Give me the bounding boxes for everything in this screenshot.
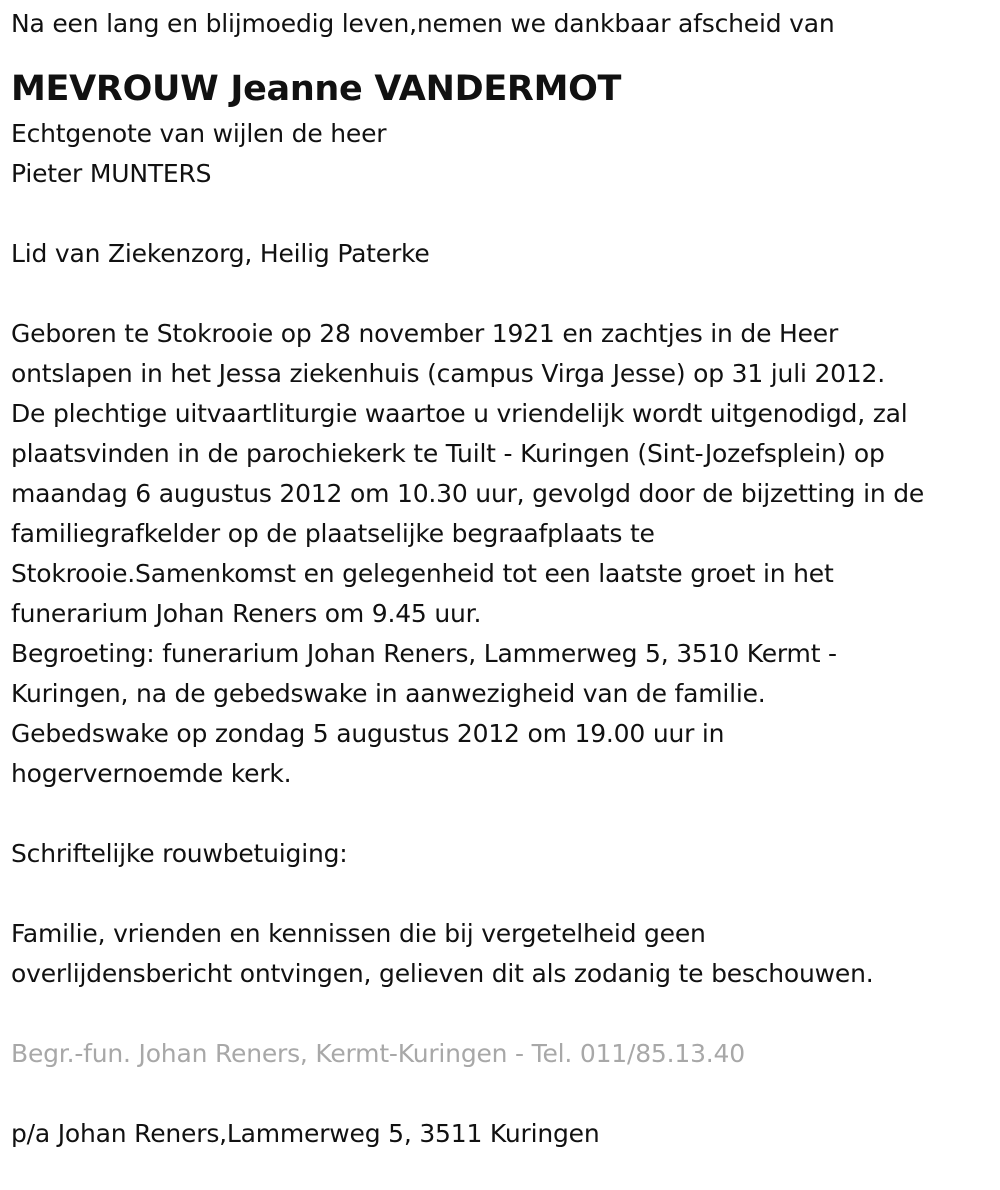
spacer [11, 994, 989, 1034]
spouse-line-1: Echtgenote van wijlen de heer [11, 119, 387, 148]
body-line: Begroeting: funerarium Johan Reners, Lammerweg 5, 3510 Kermt - [11, 639, 837, 668]
spacer [11, 194, 989, 234]
membership: Lid van Ziekenzorg, Heilig Paterke [11, 239, 430, 268]
body-line: ontslapen in het Jessa ziekenhuis (campus Virga Jesse) op 31 juli 2012. [11, 359, 886, 388]
body-line: hogervernoemde kerk. [11, 759, 292, 788]
notice-line: Familie, vrienden en kennissen die bij vergetelheid geen [11, 919, 706, 948]
notice-line: overlijdensbericht ontvingen, gelieven dit als zodanig te beschouwen. [11, 959, 874, 988]
body-line: De plechtige uitvaartliturgie waartoe u vriendelijk wordt uitgenodigd, zal [11, 399, 908, 428]
body-line: Geboren te Stokrooie op 28 november 1921 en zachtjes in de Heer [11, 319, 839, 348]
body-line: Gebedswake op zondag 5 augustus 2012 om 19.00 uur in [11, 719, 725, 748]
intro-text: Na een lang en blijmoedig leven,nemen we dankbaar afscheid van [11, 9, 835, 38]
body-line: funerarium Johan Reners om 9.45 uur. [11, 599, 482, 628]
spouse-line-2: Pieter MUNTERS [11, 159, 212, 188]
funeral-home-info: Begr.-fun. Johan Reners, Kermt-Kuringen - Tel. 011/85.13.40 [11, 1039, 745, 1068]
body-line: familiegrafkelder op de plaatselijke begraafplaats te [11, 519, 655, 548]
spacer [11, 274, 989, 314]
spacer [11, 1074, 989, 1114]
body-line: Kuringen, na de gebedswake in aanwezigheid van de familie. [11, 679, 766, 708]
condolence-heading: Schriftelijke rouwbetuiging: [11, 839, 348, 868]
spacer [11, 874, 989, 914]
body-text [11, 314, 989, 794]
body-line: Stokrooie.Samenkomst en gelegenheid tot een laatste groet in het [11, 559, 834, 588]
body-line: maandag 6 augustus 2012 om 10.30 uur, gevolgd door de bijzetting in de [11, 479, 925, 508]
notice-text [11, 914, 989, 994]
body-line: plaatsvinden in de parochiekerk te Tuilt - Kuringen (Sint-Jozefsplein) op [11, 439, 885, 468]
contact-address: p/a Johan Reners,Lammerweg 5, 3511 Kuringen [11, 1119, 600, 1148]
spacer [11, 794, 989, 834]
deceased-name: MEVROUW Jeanne VANDERMOT [11, 69, 622, 109]
